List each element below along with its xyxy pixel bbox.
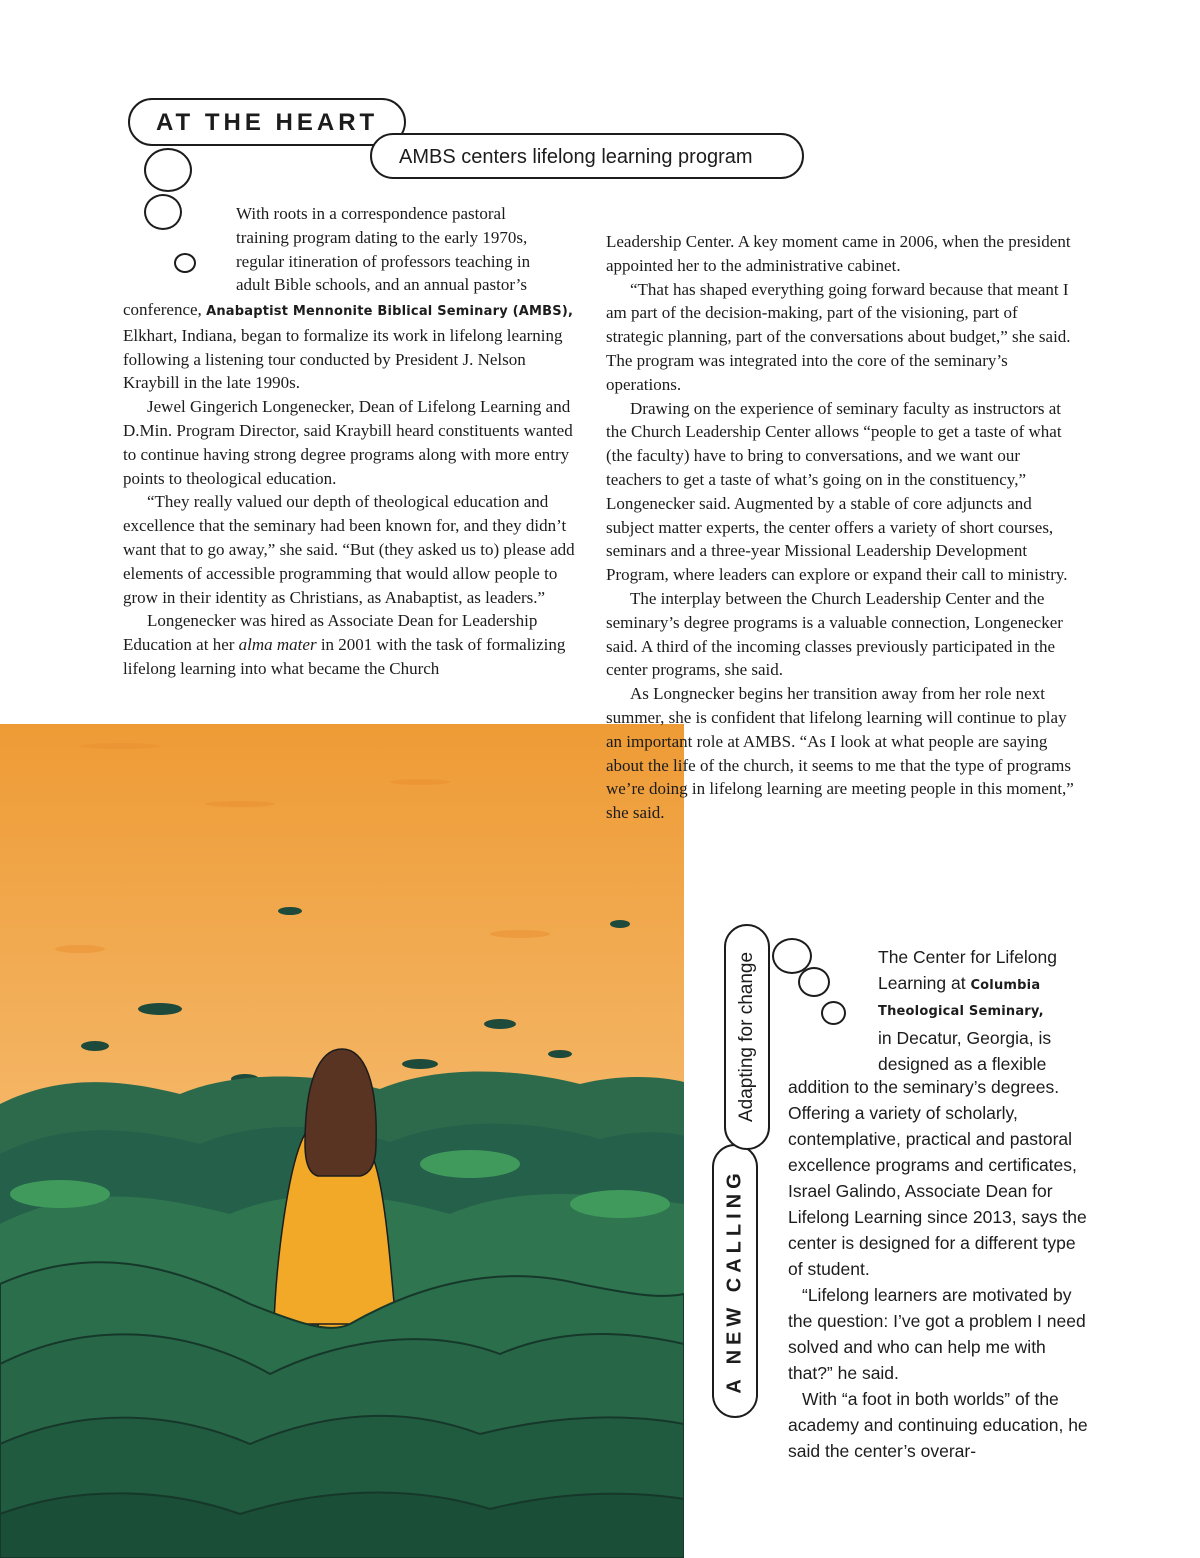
lead-line: adult Bible schools, and an annual pastor’s: [236, 275, 527, 295]
lead-line: training program dating to the early 1970s,: [236, 227, 528, 247]
article-paragraph: “They really valued our depth of theological education and excellence that the seminary had been known for, and they didn’t want that to go away,” she said. “But (they asked us to) please add elements of accessible programming that would allow people to grow in their identity as Christians, as Anabaptist, as leaders.”: [123, 492, 575, 607]
thought-bubble-large: [144, 148, 192, 192]
section-heading: AT THE HEART: [156, 109, 379, 136]
section-subheading-pill: [370, 133, 804, 179]
sidebar-lead: [878, 944, 1088, 1077]
article-paragraph: Longenecker was hired as Associate Dean for Leadership Education at her alma mater in 2001 with the task of formalizing lifelong learning into what became the Church: [123, 611, 566, 678]
section-heading-pill: [128, 98, 406, 146]
article-paragraph: “That has shaped everything going forward because that meant I am part of the decision-making, part of the visioning, part of strategic planning, part of the conversations about budget,” she said. The program was integrated into the core of the seminary’s operations.: [606, 279, 1071, 394]
sidebar-lead-line: in Decatur, Georgia, is: [878, 1028, 1052, 1048]
article-paragraph: As Longnecker begins her transition away from her role next summer, she is confident that lifelong learning will continue to play an important role at AMBS. “As I look at what people are saying about the life of the church, it seems to me that the type of programs we’re doing in lifelong learning are meeting people in this moment,” she said.: [606, 684, 1074, 823]
lead-line: With roots in a correspondence pastoral: [236, 204, 506, 223]
article-column-2: [606, 230, 1076, 825]
sidebar-heading: A NEW CALLING: [723, 1168, 746, 1394]
sidebar-body: [788, 1074, 1088, 1464]
article-paragraph: Drawing on the experience of seminary faculty as instructors at the Church Leadership Center allows “people to get a taste of what (the faculty) have to bring to conversations, and we want our teachers to get a taste of what’s going on in the constituency,” Longenecker said. Augmented by a stable of core adjuncts and subject matter experts, the center offers a variety of short courses, seminars and a three-year Missional Leadership Development Program, where leaders can explore or expand their call to ministry.: [606, 398, 1068, 585]
sidebar-bubble-small: [821, 1001, 846, 1025]
sidebar-paragraph: addition to the seminary’s degrees. Offering a variety of scholarly, contemplative, practical and pastoral excellence programs and certificates, Israel Galindo, Associate Dean for Lifelong Learning since 2013, says the center is designed for a different type of student.: [788, 1077, 1087, 1279]
article-paragraph: Jewel Gingerich Longenecker, Dean of Lifelong Learning and D.Min. Program Director, said Kraybill heard constituents wanted to continue having strong degree programs along with more entry points to theological education.: [123, 397, 573, 488]
article-lead: [236, 202, 596, 297]
sidebar-paragraph: “Lifelong learners are motivated by the question: I’ve got a problem I need solved and who can help me with that?” he said.: [788, 1285, 1086, 1383]
article-paragraph: Leadership Center. A key moment came in 2006, when the president appointed her to the administrative cabinet.: [606, 232, 1071, 275]
article-column-1: [123, 298, 585, 681]
thought-bubble-small: [174, 253, 196, 273]
sidebar-heading-pill: [712, 1144, 758, 1418]
sidebar-paragraph: With “a foot in both worlds” of the academy and continuing education, he said the center’s overar-: [788, 1389, 1088, 1461]
sidebar-lead-line: designed as a flexible: [878, 1054, 1047, 1074]
sidebar-subheading-pill: [724, 924, 770, 1150]
institution-name: Anabaptist Mennonite Biblical Seminary (AMBS),: [206, 304, 574, 319]
lead-line: regular itineration of professors teaching in: [236, 251, 531, 271]
sidebar-lead-line: Learning at Columbia: [878, 973, 1041, 993]
landscape-illustration: [0, 724, 684, 1558]
sidebar-bubble-medium: [798, 967, 830, 997]
sidebar-lead-line: The Center for Lifelong: [878, 947, 1057, 967]
article-paragraph: The interplay between the Church Leadership Center and the seminary’s degree programs is a valuable connection, Longenecker said. A third of the incoming classes previously participated in the center programs, she said.: [606, 588, 1063, 680]
sidebar-institution: Columbia: [970, 978, 1041, 993]
section-subheading: AMBS centers lifelong learning program: [399, 146, 753, 168]
article-paragraph: conference, Anabaptist Mennonite Biblical Seminary (AMBS), Elkhart, Indiana, began to formalize its work in lifelong learning following a listening tour conducted by President J. Nelson Kraybill in the late 1990s.: [123, 300, 574, 393]
sidebar-subheading: Adapting for change: [736, 951, 757, 1123]
thought-bubble-medium: [144, 194, 182, 230]
sidebar-institution-line: Theological Seminary,: [878, 1004, 1044, 1019]
